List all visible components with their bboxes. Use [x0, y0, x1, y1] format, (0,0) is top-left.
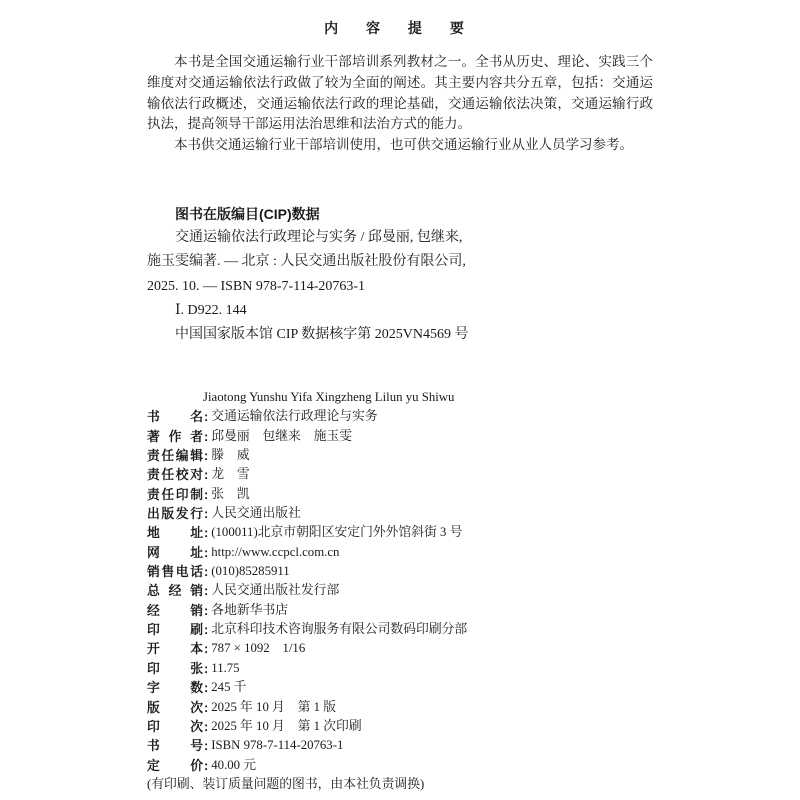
colophon-label: 印张 [147, 660, 203, 676]
colophon-value: 787 × 1092 1/16 [211, 641, 306, 656]
colophon-label: 字数 [147, 680, 203, 696]
colophon-row [147, 698, 707, 717]
colon: : [204, 660, 209, 676]
colophon-label: 定价 [147, 757, 203, 773]
colon: : [204, 641, 209, 657]
cip-line: 2025. 10. — ISBN 978-7-114-20763-1 [147, 278, 366, 294]
colophon-label: 版次 [147, 699, 203, 715]
colophon-row [147, 678, 707, 697]
colon: : [204, 525, 209, 541]
colophon-note: (有印刷、装订质量问题的图书，由本社负责调换) [147, 776, 425, 791]
colophon-row [147, 504, 707, 523]
colophon-value: http://www.ccpcl.com.cn [211, 544, 340, 559]
colon: : [204, 564, 209, 580]
colophon-row [147, 562, 707, 581]
colon: : [204, 506, 209, 522]
colophon-label: 印刷 [147, 622, 203, 638]
colon: : [204, 622, 209, 638]
colophon-label: 开本 [147, 641, 203, 657]
colophon-value: 245 千 [211, 680, 247, 695]
summary-paragraph: 本书是全国交通运输行业干部培训系列教材之一。全书从历史、理论、实践三个维度对交通运输依法行政做了较为全面的阐述。其主要内容共分五章，包括：交通运输依法行政概述，交通运输依法行政的理论基础，交通运输依法决策，交通运输行政执法，提高领导干部运用法治思维和法治方式的能力。 [147, 54, 653, 132]
colophon-value: 2025 年 10 月 第 1 次印刷 [211, 718, 362, 733]
cip-heading: 图书在版编目(CIP)数据 [175, 206, 320, 222]
colophon-value: 龙 雪 [211, 467, 250, 482]
colophon-row [147, 717, 707, 736]
colophon [147, 388, 707, 794]
cip-line: 中国国家版本馆 CIP 数据核字第 2025VN4569 号 [175, 327, 469, 343]
colon: : [204, 680, 209, 696]
colophon-row [147, 465, 707, 484]
colophon-value: 人民交通出版社发行部 [211, 583, 340, 598]
colophon-rows [147, 407, 707, 775]
colophon-value: 各地新华书店 [211, 602, 289, 617]
colophon-label: 经销 [147, 602, 203, 618]
colophon-value: 40.00 元 [211, 757, 257, 772]
colophon-row [147, 543, 707, 562]
colophon-row [147, 485, 707, 504]
colon: : [204, 738, 209, 754]
colophon-label: 地址 [147, 525, 203, 541]
colophon-label: 责任印制 [147, 486, 203, 502]
colon: : [204, 718, 209, 734]
colophon-value: (010)85285911 [211, 564, 290, 579]
colophon-row [147, 639, 707, 658]
colophon-row [147, 523, 707, 542]
colophon-label: 总经销 [147, 583, 203, 599]
cip-block [147, 202, 587, 347]
colophon-value: 北京科印技术咨询服务有限公司数码印刷分部 [211, 622, 468, 637]
colophon-row [147, 407, 707, 426]
cip-line: 施玉雯编著. — 北京 : 人民交通出版社股份有限公司, [147, 254, 466, 270]
colophon-row [147, 427, 707, 446]
colon: : [204, 699, 209, 715]
colon: : [204, 467, 209, 483]
colon: : [204, 486, 209, 502]
colophon-value: 张 凯 [211, 486, 250, 501]
colophon-row [147, 756, 707, 775]
colophon-label: 责任编辑 [147, 448, 203, 464]
colophon-value: 11.75 [211, 660, 240, 675]
colophon-label: 书名 [147, 409, 203, 425]
colophon-label: 著作者 [147, 428, 203, 444]
colophon-label: 销售电话 [147, 564, 203, 580]
colophon-label: 印次 [147, 718, 203, 734]
colophon-row [147, 620, 707, 639]
colophon-value: 邱曼丽 包继来 施玉雯 [211, 428, 353, 443]
colon: : [204, 409, 209, 425]
summary-title: 内 容 提 要 [324, 20, 476, 36]
colophon-row [147, 736, 707, 755]
cip-line: 交通运输依法行政理论与实务 / 邱曼丽, 包继来, [175, 230, 463, 246]
colophon-label: 出版发行 [147, 506, 203, 522]
colon: : [204, 544, 209, 560]
colon: : [204, 602, 209, 618]
colon: : [204, 583, 209, 599]
colon: : [204, 428, 209, 444]
colophon-row [147, 659, 707, 678]
colophon-value: (100011)北京市朝阳区安定门外外馆斜街 3 号 [211, 525, 463, 540]
colophon-value: 2025 年 10 月 第 1 版 [211, 699, 337, 714]
summary-paragraph: 本书供交通运输行业干部培训使用，也可供交通运输行业从业人员学习参考。 [174, 137, 633, 153]
colon: : [204, 757, 209, 773]
colon: : [204, 448, 209, 464]
colophon-label: 责任校对 [147, 467, 203, 483]
colophon-row [147, 581, 707, 600]
colophon-row [147, 601, 707, 620]
summary-body [147, 52, 653, 156]
colophon-row [147, 446, 707, 465]
colophon-label: 网址 [147, 544, 203, 560]
colophon-value: 交通运输依法行政理论与实务 [211, 409, 378, 424]
cip-line: Ⅰ. D922. 144 [175, 302, 247, 318]
pinyin-title: Jiaotong Yunshu Yifa Xingzheng Lilun yu Shiwu [203, 390, 455, 404]
colophon-value: ISBN 978-7-114-20763-1 [211, 738, 344, 753]
colophon-label: 书号 [147, 738, 203, 754]
colophon-value: 人民交通出版社 [211, 506, 301, 521]
colophon-value: 滕 威 [211, 448, 250, 463]
